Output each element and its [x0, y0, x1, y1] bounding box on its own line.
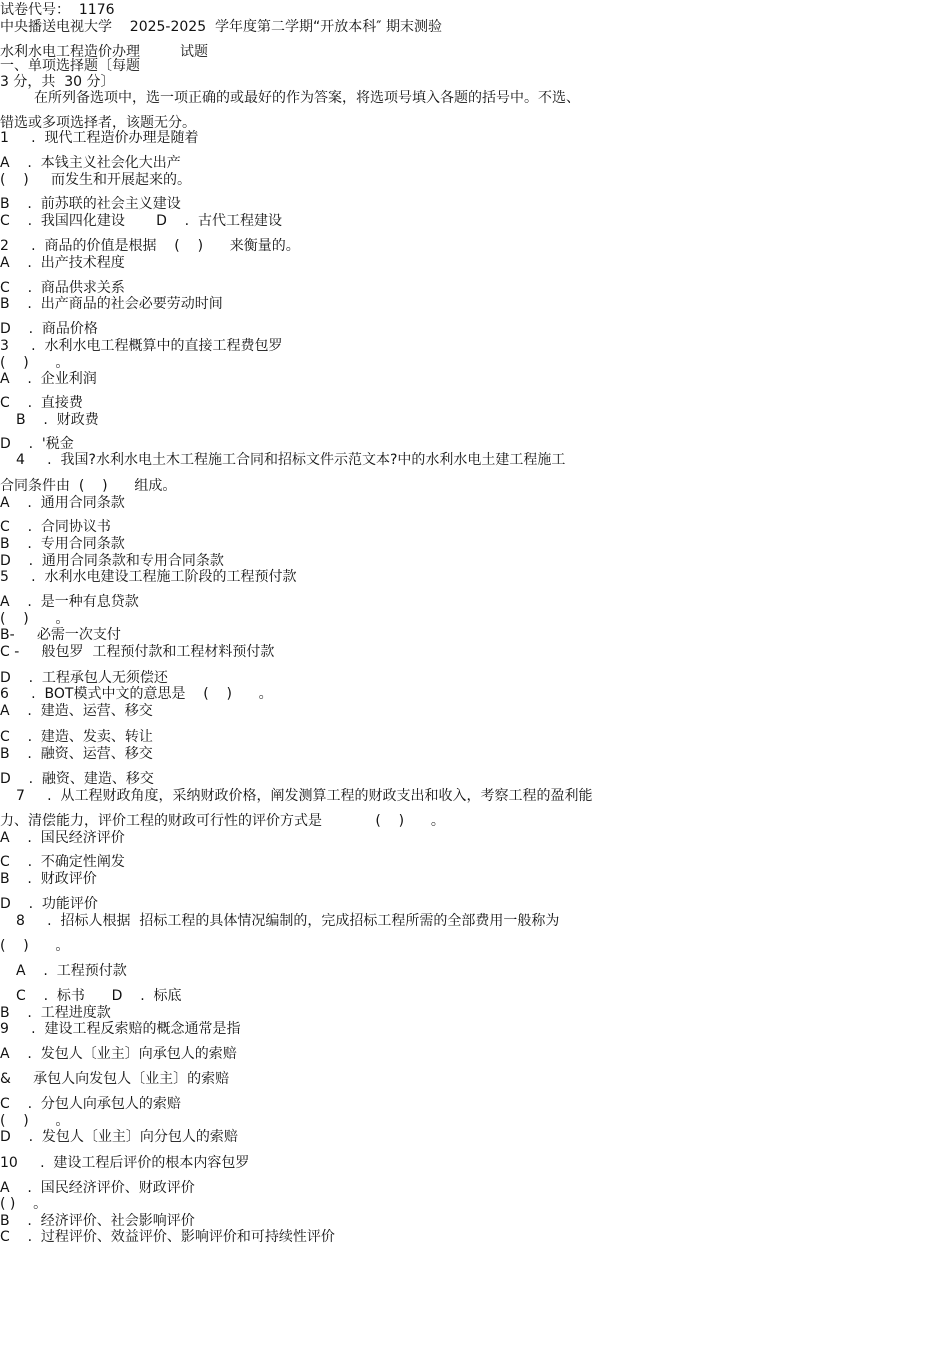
question-line: A . 出产技术程度 [0, 255, 125, 271]
question-line: C . 我国四化建设 D . 古代工程建设 [0, 213, 283, 229]
question-line: D . 工程承包人无须偿还 [0, 670, 168, 686]
question-line: A . 本钱主义社会化大出产 [0, 155, 181, 171]
question-line: 5 . 水利水电建设工程施工阶段的工程预付款 [0, 569, 297, 585]
university-term: 中央播送电视大学 2025-2025 学年度第二学期“开放本科″ 期末测验 [0, 19, 442, 35]
question-line: 10 . 建设工程后评价的根本内容包罗 [0, 1155, 250, 1171]
question-line: B . 融资、运营、移交 [0, 746, 153, 762]
question-line: 力、清偿能力，评价工程的财政可行性的评价方式是 ( ) 。 [0, 813, 445, 829]
question-line: D . 发包人〔业主〕向分包人的索赔 [0, 1129, 238, 1145]
question-line: 2 . 商品的价值是根据 ( ) 来衡量的。 [0, 238, 300, 254]
question-line: C . 商品供求关系 [0, 280, 125, 296]
question-line: A . 工程预付款 [16, 963, 127, 979]
section-title-2: 3 分，共 30 分〕 [0, 74, 115, 90]
question-line: ( ) 。 [0, 611, 70, 627]
paper-code: 试卷代号： 1176 [0, 2, 115, 18]
question-line: 3 . 水利水电工程概算中的直接工程费包罗 [0, 338, 283, 354]
question-line: 1 . 现代工程造价办理是随着 [0, 130, 199, 146]
question-line: B . 财政费 [16, 412, 99, 428]
question-line: 8 . 招标人根据 招标工程的具体情况编制的，完成招标工程所需的全部费用一般称为 [16, 913, 560, 929]
question-line: A . 建造、运营、移交 [0, 703, 153, 719]
question-line: ( ) 。 [0, 355, 70, 371]
course-title: 水利水电工程造价办理 试题 [0, 44, 209, 60]
question-line: D . 商品价格 [0, 321, 98, 337]
section-title-1: 一、单项选择题〔每题 [0, 58, 140, 74]
question-line: A . 企业利润 [0, 371, 97, 387]
question-line: A . 发包人〔业主〕向承包人的索赔 [0, 1046, 237, 1062]
section-instruction-2: 错选或多项选择者，该题无分。 [0, 115, 196, 131]
question-line: C . 分包人向承包人的索赔 [0, 1096, 181, 1112]
question-line: B- 必需一次支付 [0, 627, 121, 643]
question-line: D . '税金 [0, 436, 74, 452]
question-line: D . 融资、建造、移交 [0, 771, 154, 787]
question-line: C - 般包罗 工程预付款和工程材料预付款 [0, 644, 275, 660]
question-line: B . 专用合同条款 [0, 536, 125, 552]
question-line: ( ) 。 [0, 1196, 48, 1212]
question-line: C . 直接费 [0, 395, 83, 411]
question-line: ( ) 而发生和开展起来的。 [0, 172, 191, 188]
question-line: ( ) 。 [0, 1113, 70, 1129]
question-line: B . 出产商品的社会必要劳动时间 [0, 296, 223, 312]
question-line: 6 . BOT模式中文的意思是 ( ) 。 [0, 686, 273, 702]
question-line: 4 . 我国?水利水电土木工程施工合同和招标文件示范文本?中的水利水电土建工程施工 [16, 452, 566, 468]
question-line: B . 财政评价 [0, 871, 97, 887]
question-line: C . 过程评价、效益评价、影响评价和可持续性评价 [0, 1229, 335, 1245]
question-line: & 承包人向发包人〔业主〕的索赔 [0, 1071, 230, 1087]
question-line: B . 前苏联的社会主义建设 [0, 196, 181, 212]
question-line: 9 . 建设工程反索赔的概念通常是指 [0, 1021, 241, 1037]
question-line: C . 建造、发卖、转让 [0, 729, 153, 745]
question-line: C . 不确定性阐发 [0, 854, 125, 870]
question-line: C . 合同协议书 [0, 519, 111, 535]
question-line: B . 经济评价、社会影响评价 [0, 1213, 195, 1229]
question-line: A . 国民经济评价、财政评价 [0, 1180, 195, 1196]
question-line: A . 是一种有息贷款 [0, 594, 139, 610]
section-instruction-1: 在所列备选项中，选一项正确的或最好的作为答案，将选项号填入各题的括号中。不选、 [34, 90, 580, 106]
question-line: 7 . 从工程财政角度，采纳财政价格，阐发测算工程的财政支出和收入，考察工程的盈利能 [16, 788, 593, 804]
question-line: A . 国民经济评价 [0, 830, 125, 846]
question-line: D . 通用合同条款和专用合同条款 [0, 553, 224, 569]
question-line: A . 通用合同条款 [0, 495, 125, 511]
question-line: D . 功能评价 [0, 896, 98, 912]
question-line: 合同条件由 ( ) 组成。 [0, 478, 177, 494]
question-line: B . 工程进度款 [0, 1005, 111, 1021]
question-line: C . 标书 D . 标底 [16, 988, 182, 1004]
question-line: ( ) 。 [0, 938, 70, 954]
